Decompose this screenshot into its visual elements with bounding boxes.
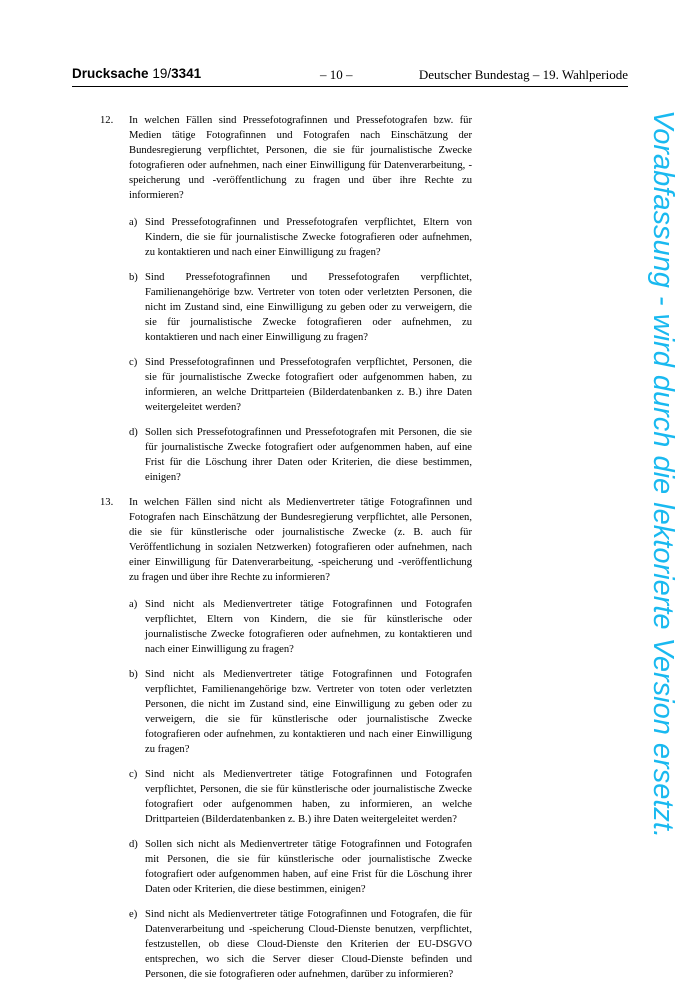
sub-question bbox=[100, 270, 472, 345]
sub-question-label: b) bbox=[129, 272, 138, 283]
sub-question bbox=[100, 907, 472, 982]
sub-question-label: e) bbox=[129, 909, 138, 920]
sub-question-label: d) bbox=[129, 427, 138, 438]
question-13 bbox=[100, 495, 472, 585]
draft-watermark bbox=[643, 110, 683, 900]
sub-question bbox=[100, 597, 472, 657]
sub-question-label: a) bbox=[129, 599, 138, 610]
sub-question-label: a) bbox=[129, 217, 138, 228]
sub-question bbox=[100, 767, 472, 827]
document-body bbox=[100, 113, 472, 992]
doc-period: 19/ bbox=[152, 66, 172, 81]
sub-question-text: Sind nicht als Medienvertreter tätige Fotografinnen und Fotografen verpflichtet, Eltern von Kindern, die sie für künstlerische oder journalistische Zwecke fotografieren oder aufnehmen, zu kontaktieren und nach einer Einwilligung zu fragen? bbox=[145, 599, 472, 655]
question-number: 12. bbox=[100, 115, 114, 126]
sub-question bbox=[100, 355, 472, 415]
sub-question bbox=[100, 215, 472, 260]
question-12 bbox=[100, 113, 472, 203]
sub-question bbox=[100, 425, 472, 485]
sub-question-text: Sollen sich nicht als Medienvertreter tätige Fotografinnen und Fotografen mit Personen, die sie für künstlerische oder journalistische Zwecke fotografiert oder aufgenommen haben, auf eine Frist für die Löschung ihrer Daten oder Kriterien, die diese bestimmen, einigen? bbox=[145, 839, 472, 895]
sub-question-text: Sind Pressefotografinnen und Pressefotografen verpflichtet, Personen, die sie für journalistische Zwecke fotografiert oder aufgenommen haben, zu informieren, an welche Drittparteien (Bilderdatenbanken z. B.) ihre Daten weitergeleitet werden? bbox=[145, 357, 472, 413]
doc-label: Drucksache bbox=[72, 66, 149, 81]
sub-question-label: c) bbox=[129, 357, 138, 368]
question-text: In welchen Fällen sind nicht als Medienvertreter tätige Fotografinnen und Fotografen nach Einschätzung der Bundesregierung verpflichtet, alle Personen, die sie für künstlerische oder journalistische Zwecke (z. B. auch für Veröffentlichung in sozialen Netzwerken) fotografieren oder aufnehmen, nach einer Einwilligung für Datenverarbeitung, -speicherung und -veröffentlichung zu fragen und über ihre Rechte zu informieren? bbox=[129, 497, 472, 583]
page-header bbox=[72, 66, 628, 87]
sub-question-text: Sind nicht als Medienvertreter tätige Fotografinnen und Fotografen verpflichtet, Personen, die sie für künstlerische oder journalistische Zwecke fotografiert oder aufgenommen haben, zu informieren, an welche Drittparteien (Bilderdatenbanken z. B.) ihre Daten weitergeleitet werden? bbox=[145, 769, 472, 825]
sub-question-label: b) bbox=[129, 669, 138, 680]
sub-question-label: d) bbox=[129, 839, 138, 850]
sub-question-text: Sind Pressefotografinnen und Pressefotografen verpflichtet, Eltern von Kindern, die sie für journalistische Zwecke fotografieren oder aufnehmen, zu kontaktieren und nach einer Einwilligung zu fragen? bbox=[145, 217, 472, 258]
question-number: 13. bbox=[100, 497, 114, 508]
sub-question-text: Sind Pressefotografinnen und Pressefotografen verpflichtet, Familienangehörige bzw. Vertreter von toten oder verletzten Personen, die nicht im Zustand sind, eine Einwilligung zu geben oder zu verweigern, die sie für journalistische Zwecke fotografieren oder aufnehmen, zu kontaktieren und nach einer Einwilligung zu fragen? bbox=[145, 272, 472, 343]
sub-question-label: c) bbox=[129, 769, 138, 780]
document-number bbox=[72, 66, 201, 81]
doc-number: 3341 bbox=[171, 66, 202, 81]
page-number: – 10 – bbox=[320, 67, 353, 82]
watermark-text: Vorabfassung - wird durch die lektorierte Version ersetzt. bbox=[647, 110, 679, 839]
sub-question bbox=[100, 667, 472, 757]
question-text: In welchen Fällen sind Pressefotografinnen und Pressefotografen bzw. für Medien tätige Fotografinnen und Fotografen nach Einschätzung der Bundesregierung verpflichtet, Personen, die sie für journalistische Zwecke fotografieren oder aufnehmen, nach einer Einwilligung für Datenverarbeitung, -speicherung und -veröffentlichung zu fragen und über ihre Rechte zu informieren? bbox=[129, 115, 472, 201]
sub-question-text: Sind nicht als Medienvertreter tätige Fotografinnen und Fotografen, die für Datenverarbeitung und -speicherung Cloud-Dienste benutzen, verpflichtet, festzustellen, ob diese Cloud-Dienste den Kriterien der EU-DSGVO entsprechen, wo sich die Server dieser Cloud-Dienste befinden und Personen, die sie fotografieren oder aufnehmen, darüber zu informieren? bbox=[145, 909, 472, 980]
sub-question bbox=[100, 837, 472, 897]
sub-question-text: Sind nicht als Medienvertreter tätige Fotografinnen und Fotografen verpflichtet, Familienangehörige bzw. Vertreter von toten oder verletzten Personen, die nicht im Zustand sind, eine Einwilligung zu geben oder zu verweigern, die sie für künstlerische oder journalistische Zwecke fotografieren oder aufnehmen, zu kontaktieren und nach einer Einwilligung zu fragen? bbox=[145, 669, 472, 755]
parliament-label: Deutscher Bundestag – 19. Wahlperiode bbox=[418, 67, 628, 82]
sub-question-text: Sollen sich Pressefotografinnen und Pressefotografen mit Personen, die sie für journalistische Zwecke fotografiert oder aufgenommen haben, auf eine Frist für die Löschung ihrer Daten oder Kriterien, die diese bestimmen, einigen? bbox=[145, 427, 472, 483]
